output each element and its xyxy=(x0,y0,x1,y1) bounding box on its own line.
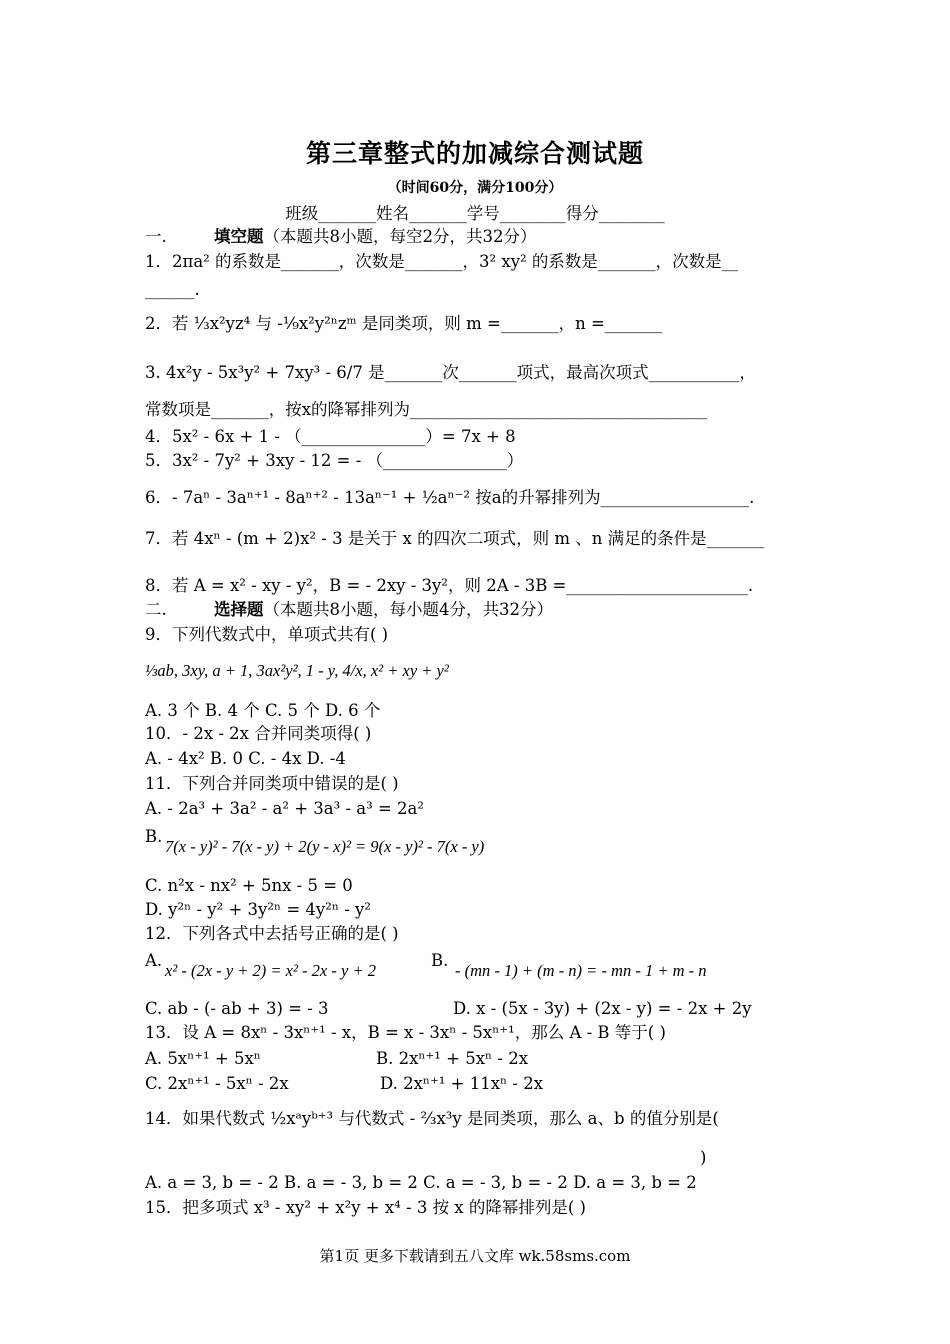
question-10: 10．- 2x - 2x 合并同类项得( ) xyxy=(145,724,372,743)
page-title: 第三章整式的加减综合测试题 xyxy=(305,139,644,168)
section-name: 选择题 xyxy=(213,600,264,619)
question-11-option-c: C. n²x - nx² + 5nx - 5 = 0 xyxy=(145,876,353,895)
question-12-option-b: - (mn - 1) + (m - n) = - mn - 1 + m - n xyxy=(455,961,707,980)
question-10-options: A. - 4x² B. 0 C. - 4x D. -4 xyxy=(145,749,346,768)
question-1-line-2: ______. xyxy=(145,280,200,299)
question-12-option-d: D. x - (5x - 3y) + (2x - y) = - 2x + 2y xyxy=(453,999,752,1018)
question-9-options: A. 3 个 B. 4 个 C. 5 个 D. 6 个 xyxy=(145,701,381,720)
question-5: 5．3x² - 7y² + 3xy - 12 = - （_______________） xyxy=(145,451,524,470)
question-15: 15．把多项式 x³ - xy² + x²y + x⁴ - 3 按 x 的降幂排列是( ) xyxy=(145,1198,586,1217)
question-13: 13．设 A = 8xⁿ - 3xⁿ⁺¹ - x，B = x - 3xⁿ - 5xⁿ⁺¹，那么 A - B 等于( ) xyxy=(145,1023,666,1042)
question-12-option-a: x² - (2x - y + 2) = x² - 2x - y + 2 xyxy=(165,961,376,980)
question-13-option-a: A. 5xⁿ⁺¹ + 5xⁿ xyxy=(145,1049,261,1068)
section-number: 二. xyxy=(145,600,167,619)
question-11-option-d: D. y²ⁿ - y² + 3y²ⁿ = 4y²ⁿ - y² xyxy=(145,900,371,919)
page-subtitle: （时间60分，满分100分） xyxy=(387,180,563,196)
question-9: 9．下列代数式中，单项式共有( ) xyxy=(145,625,389,644)
question-11-option-b: 7(x - y)² - 7(x - y) + 2(y - x)² = 9(x - y)² - 7(x - y) xyxy=(165,837,485,856)
question-2: 2．若 ⅓x²yz⁴ 与 -¹⁄₉x²y²ⁿzᵐ 是同类项，则 m =_______，n =_______ xyxy=(145,314,663,333)
section-heading-fill-in xyxy=(145,226,536,248)
question-3-line-1: 3. 4x²y - 5x³y² + 7xy³ - 6/7 是_______次_______项式，最高次项式___________， xyxy=(145,363,756,382)
question-4: 4．5x² - 6x + 1 - （_______________）= 7x + 8 xyxy=(145,427,516,446)
section-desc: （本题共8小题，每小题4分，共32分） xyxy=(263,600,553,619)
question-1-line-1: 1．2πa² 的系数是_______，次数是_______，3² xy² 的系数是_______，次数是__ xyxy=(145,252,739,271)
question-13-option-d: D. 2xⁿ⁺¹ + 11xⁿ - 2x xyxy=(380,1074,544,1093)
question-9-expressions: ⅓ab, 3xy, a + 1, 3ax²y², 1 - y, 4/x, x² + xy + y² xyxy=(145,661,449,680)
question-7: 7．若 4xⁿ - (m + 2)x² - 3 是关于 x 的四次二项式，则 m 、n 满足的条件是_______ xyxy=(145,529,765,548)
question-12-option-c: C. ab - (- ab + 3) = - 3 xyxy=(145,999,329,1018)
question-6: 6．- 7aⁿ - 3aⁿ⁺¹ - 8aⁿ⁺² - 13aⁿ⁻¹ + ½aⁿ⁻² 按a的升幂排列为__________________. xyxy=(145,488,755,507)
question-12: 12．下列各式中去括号正确的是( ) xyxy=(145,924,399,943)
question-13-option-b: B. 2xⁿ⁺¹ + 5xⁿ - 2x xyxy=(376,1049,529,1068)
question-12-option-b-label: B. xyxy=(431,951,449,970)
question-11-option-b-label: B. xyxy=(145,827,163,846)
section-heading-multiple-choice xyxy=(145,599,553,621)
question-14: 14．如果代数式 ½xᵃyᵇ⁺³ 与代数式 - ⅔x³y 是同类项，那么 a、b 的值分别是( xyxy=(145,1109,719,1128)
section-name: 填空题 xyxy=(213,227,264,246)
question-3-line-2: 常数项是_______，按x的降幂排列为____________________________________ xyxy=(145,400,708,419)
question-14-close-paren: ) xyxy=(700,1148,707,1167)
question-8: 8．若 A = x² - xy - y²，B = - 2xy - 3y²，则 2A - 3B =______________________. xyxy=(145,576,754,595)
section-desc: （本题共8小题，每空2分，共32分） xyxy=(263,227,537,246)
question-13-option-c: C. 2xⁿ⁺¹ - 5xⁿ - 2x xyxy=(145,1074,289,1093)
section-number: 一. xyxy=(145,227,167,246)
question-14-options: A. a = 3, b = - 2 B. a = - 3, b = 2 C. a = - 3, b = - 2 D. a = 3, b = 2 xyxy=(145,1173,697,1192)
question-11: 11．下列合并同类项中错误的是( ) xyxy=(145,774,399,793)
page-footer: 第1页 更多下载请到五八文库 wk.58sms.com xyxy=(319,1247,631,1265)
student-info-line: 班级_______姓名_______学号________得分________ xyxy=(285,204,665,223)
question-11-option-a: A. - 2a³ + 3a² - a² + 3a³ - a³ = 2a² xyxy=(145,799,425,818)
question-12-option-a-label: A. xyxy=(145,951,163,970)
